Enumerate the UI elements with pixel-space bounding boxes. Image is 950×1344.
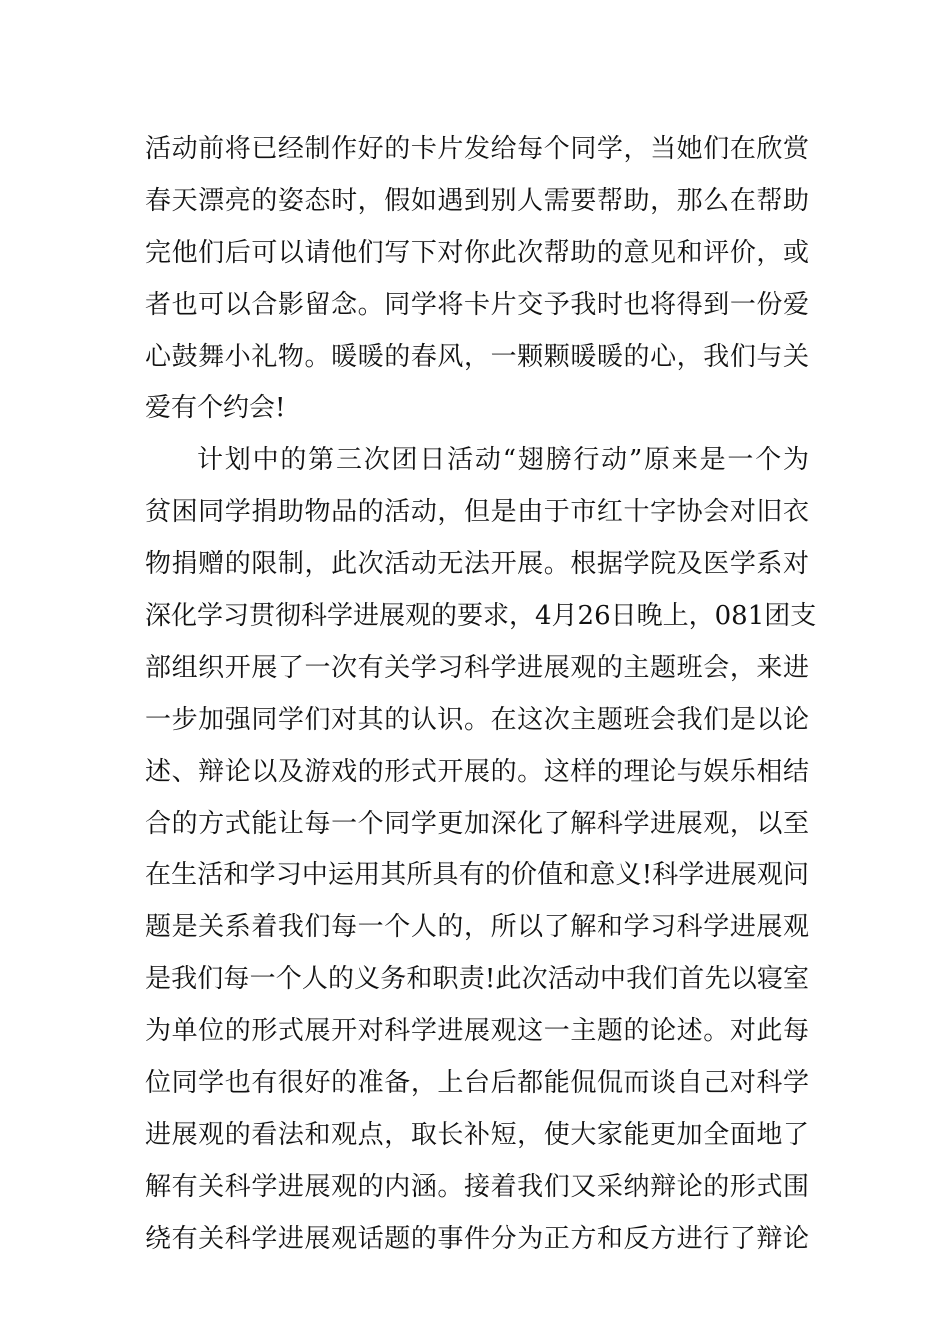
text-line: 绕有关科学进展观话题的事件分为正方和反方进行了辩论 bbox=[145, 1223, 809, 1254]
text-line: 进展观的看法和观点，取长补短，使大家能更加全面地了 bbox=[145, 1119, 809, 1150]
text-line-indented: 计划中的第三次团日活动“翅膀行动”原来是一个为 bbox=[197, 445, 809, 476]
paragraph-2 bbox=[145, 435, 817, 1265]
text-line: 一步加强同学们对其的认识。在这次主题班会我们是以论 bbox=[145, 704, 809, 735]
text-line: 活动前将已经制作好的卡片发给每个同学，当她们在欣赏 bbox=[145, 134, 809, 164]
text-line: 为单位的形式展开对科学进展观这一主题的论述。对此每 bbox=[145, 1016, 809, 1047]
text-line: 部组织开展了一次有关学习科学进展观的主题班会，来进 bbox=[145, 652, 809, 683]
text-line: 是我们每一个人的义务和职责!此次活动中我们首先以寝室 bbox=[145, 964, 809, 995]
text-line: 在生活和学习中运用其所具有的价值和意义!科学进展观问 bbox=[145, 860, 809, 891]
text-line: 深化学习贯彻科学进展观的要求，4月26日晚上，081团支 bbox=[145, 601, 817, 632]
text-line: 解有关科学进展观的内涵。接着我们又采纳辩论的形式围 bbox=[145, 1171, 809, 1202]
text-line: 春天漂亮的姿态时，假如遇到别人需要帮助，那么在帮助 bbox=[145, 185, 809, 216]
text-line: 爱有个约会! bbox=[145, 393, 286, 424]
text-line: 合的方式能让每一个同学更加深化了解科学进展观，以至 bbox=[145, 808, 809, 839]
text-line: 述、辩论以及游戏的形式开展的。这样的理论与娱乐相结 bbox=[145, 756, 809, 787]
text-line: 位同学也有很好的准备，上台后都能侃侃而谈自己对科学 bbox=[145, 1068, 809, 1099]
document-body bbox=[145, 124, 817, 1266]
text-line: 题是关系着我们每一个人的，所以了解和学习科学进展观 bbox=[145, 912, 809, 943]
text-line: 心鼓舞小礼物。暖暖的春风，一颗颗暖暖的心，我们与关 bbox=[145, 341, 809, 372]
text-line: 者也可以合影留念。同学将卡片交予我时也将得到一份爱 bbox=[145, 289, 809, 320]
text-line: 物捐赠的限制，此次活动无法开展。根据学院及医学系对 bbox=[145, 549, 809, 580]
text-line: 贫困同学捐助物品的活动，但是由于市红十字协会对旧衣 bbox=[145, 497, 809, 528]
paragraph-1 bbox=[145, 124, 809, 435]
text-line: 完他们后可以请他们写下对你此次帮助的意见和评价，或 bbox=[145, 237, 809, 268]
